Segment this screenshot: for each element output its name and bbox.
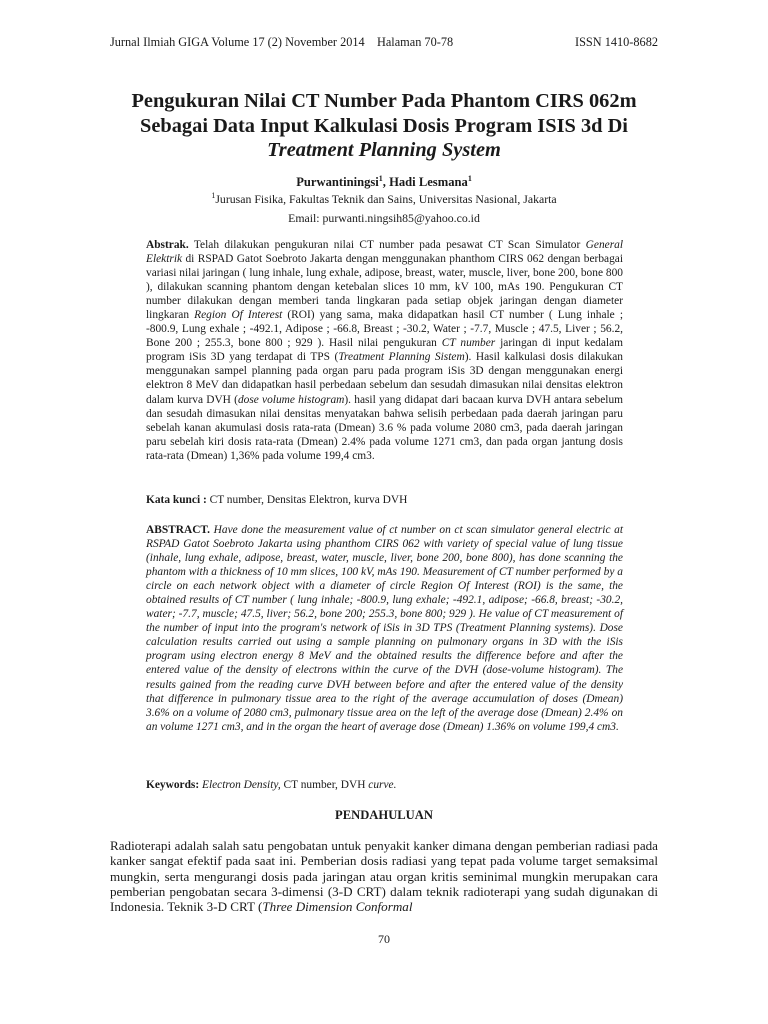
keywords: [146, 779, 623, 791]
abstrak-label: Abstrak.: [146, 239, 189, 251]
abstract-english: [146, 523, 623, 734]
intro-italic: Three Dimension Conformal: [262, 899, 413, 915]
kata-kunci-text: CT number, Densitas Elektron, kurva DVH: [206, 494, 408, 506]
abstract-label: ABSTRACT.: [146, 524, 211, 536]
header-journal: Jurnal Ilmiah GIGA Volume 17 (2) November 2014: [110, 35, 365, 49]
author-list: [110, 175, 658, 190]
keywords-text-2: CT number,: [280, 779, 338, 791]
abstrak-text-9: ). Hasil kalkulasi dosis dilakukan menggunakan sampel planning pada organ paru pada program iSis 3D dengan menggunakan energi elektron 8 MeV dan didapatkan hasil perbedaan sebelum dan sesudah dimasukan nilai densitas elektron dalam kurva DVH (: [146, 351, 624, 406]
header-pages: Halaman 70-78: [376, 35, 454, 49]
author-2-affil-mark: 1: [467, 173, 472, 183]
abstrak-text-11: ). hasil yang didapat dari bacaan kurva DVH antara sebelum dan sesudah dimasukan nilai densitas menyatakan bahwa selisih perbedaan pada daerah jaringan paru sebelah kanan akumulasi dosis rata-rata (Dmean) 3.6 % pada volume 2080 cm3, pada daerah jaringan paru sebelah kiri dosis rata-rata (Dmean) 2.4% pada volume 1271 cm3, dan pada organ jantung dosis rata-rata (Dmean) 1,36% pada volume 199,4 cm3.: [146, 393, 623, 462]
title-main: Pengukuran Nilai CT Number Pada Phantom CIRS 062m Sebagai Data Input Kalkulasi Dosis Program ISIS 3d Di: [131, 90, 637, 137]
affiliation: [110, 192, 658, 207]
page-number: 70: [378, 932, 390, 946]
abstrak-text-5: (ROI) yang sama, maka didapatkan hasil CT number ( Lung inhale ; -800.9, Lung exhale ; -492.1, Adipose ; -66.8, Breast ; -30.2, Water ; -7.7, Muscle ; 47.5, Liver ; 56.2, Bone 200 ; 255.3, bone 800 ; 929 ). Hasil nilai pengukuran: [146, 309, 623, 350]
header-journal-info: [110, 35, 453, 50]
abstrak-text-7: jaringan di input kedalam program iSis 3D yang terdapat di TPS (: [146, 337, 624, 364]
intro-paragraph: [110, 838, 658, 914]
running-header: [110, 35, 658, 53]
abstrak-text-4: Region Of Interest: [194, 309, 283, 322]
paper-title: [110, 89, 658, 163]
header-issn: ISSN 1410-8682: [574, 35, 658, 49]
abstract-text: Have done the measurement value of ct number on ct scan simulator general electric at RSPAD Gatot Soebroto Jakarta using phanthom CIRS 062 with variety of special value of lung tissue (inhale, lung exhale, adipose, breast, water, muscle, liver, bone 200, bone 800), has done scanning the phantom with a thickness of 10 mm slices, 100 kV, mAs 190. Measurement of CT number performed by a circle on each network object with a diameter of circle Region Of Interest (ROI) is the same, the obtained results of CT number ( lung inhale; -800.9, lung exhale; -492.1, adipose; -66.8, breast; -30.2, water; -7.7, muscle; 47.5, liver; 56.2, bone 200; 255.3, bone 800; 929 ). He value of CT measurement of the number of input into the program's network of iSis in 3D TPS (Treatment Planning systems). Dose calculation results carried out using a sample planning on pulmonary organs in 3D with the iSis program using electron energy 8 MeV and the obtained results the difference before and after the entered value of the density of electrons within the curve of the DVH (dose-volume histogram). The results gained from the reading curve DVH between before and after the entered value of the density that difference in pulmonary tissue area to the right of the average accumulation of doses (Dmean) 3.6% on a volume of 2080 cm3, pulmonary tissue area on the left of the average dose (Dmean) 2.4% on an volume 1271 cm3, and in the organ the heart of average dose (Dmean) 1.36% on volume 199,4 cm3.: [146, 524, 623, 733]
abstrak-text-6: CT number: [441, 337, 496, 350]
affiliation-mark: 1: [211, 191, 216, 201]
keywords-text-4: curve.: [368, 779, 397, 791]
kata-kunci: [146, 494, 623, 506]
abstrak-text-10: dose volume histogram: [237, 393, 345, 406]
intro-text: Radioterapi adalah salah satu pengobatan untuk penyakit kanker dimana dengan pemberian radiasi pada kanker sangat efektif pada saat ini. Pemberian dosis radiasi yang tepat pada volume target semaksimal mungkin, serta mengurangi dosis pada jaringan atau organ kritis seminimal mungkin merupakan cara pemberian pengobatan secara 3-dimensi (3-D CRT) dalam teknik radioterapi yang sudah digunakan di Indonesia. Teknik 3-D CRT (: [110, 838, 658, 915]
section-heading: PENDAHULUAN: [335, 808, 433, 822]
affiliation-text: Jurusan Fisika, Fakultas Teknik dan Sains, Universitas Nasional, Jakarta: [215, 192, 557, 206]
author-2: Hadi Lesmana: [389, 175, 468, 189]
abstrak-text-1: Telah dilakukan pengukuran nilai CT number pada pesawat CT Scan Simulator: [188, 239, 586, 251]
keywords-label: Keywords:: [146, 779, 200, 791]
author-1: Purwantiningsi: [296, 175, 379, 189]
abstrak-text-8: Treatment Planning Sistem: [338, 351, 465, 364]
author-email: Email: purwanti.ningsih85@yahoo.co.id: [288, 211, 480, 225]
keywords-text-1: Electron Density,: [199, 779, 281, 791]
author-1-affil-mark: 1: [378, 173, 383, 183]
title-italic: Treatment Planning System: [267, 139, 501, 161]
kata-kunci-label: Kata kunci :: [146, 494, 207, 506]
abstrak-text-3: di RSPAD Gatot Soebroto Jakarta dengan menggunakan phanthom CIRS 062 dengan berbagai variasi nilai jaringan ( lung inhale, lung exhale, adipose, breast, water, muscle, liver, bone 200, bone 800 ), dilakukan scanning phantom dengan ketebalan slices 10 mm, kV 100, mAs 190. Pengukuran CT number dilakukan dengan memberi tanda lingkaran pada setiap objek jaringan dengan diameter lingkaran: [146, 253, 623, 322]
abstrak-text-2: General Elektrik: [146, 239, 623, 266]
keywords-text-3: DVH: [337, 779, 369, 791]
author-separator: ,: [382, 175, 390, 189]
abstract-indonesian: [146, 238, 623, 463]
